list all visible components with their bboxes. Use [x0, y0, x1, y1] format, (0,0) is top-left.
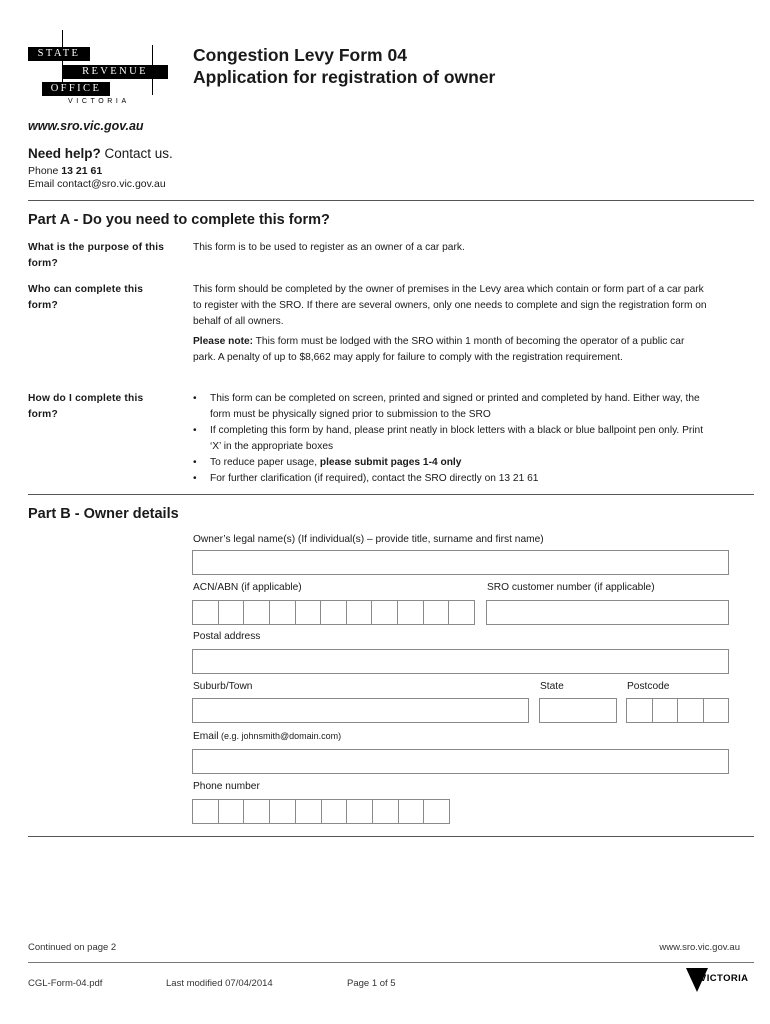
postal-address-input[interactable] — [192, 649, 729, 674]
help-email: Email contact@sro.vic.gov.au — [28, 178, 166, 190]
phone-cell[interactable] — [373, 800, 399, 823]
sro-logo — [28, 30, 178, 110]
logo-office: OFFICE — [42, 82, 110, 96]
help-heading — [28, 146, 173, 161]
phone-cell[interactable] — [296, 800, 322, 823]
victoria-logo-text: VICTORIA — [700, 973, 749, 984]
email-input[interactable] — [192, 749, 729, 774]
list-item — [193, 455, 713, 471]
acn-cell[interactable] — [372, 601, 398, 624]
phone-label: Phone — [28, 165, 62, 177]
footer-website[interactable]: www.sro.vic.gov.au — [659, 942, 740, 953]
help-contact: Contact us. — [100, 146, 173, 161]
divider — [28, 836, 754, 837]
acn-cell[interactable] — [296, 601, 322, 624]
suburb-label: Suburb/Town — [193, 681, 253, 692]
list-item: • For further clarification (if required), contact the SRO directly on 13 21 61 — [193, 471, 713, 487]
note-text — [193, 334, 708, 366]
phone-cell[interactable] — [347, 800, 373, 823]
suburb-input[interactable] — [192, 698, 529, 723]
q1-label: What is the purpose of this form? — [28, 242, 165, 269]
b3-pre: To reduce paper usage, — [210, 457, 320, 468]
logo-state: STATE — [28, 47, 90, 61]
postcode-cell[interactable] — [678, 699, 704, 722]
state-label: State — [540, 681, 564, 692]
phone-cell[interactable] — [219, 800, 245, 823]
instructions-list — [193, 391, 713, 487]
q3-label: How do I complete this form? — [28, 393, 144, 420]
legal-name-input[interactable] — [192, 550, 729, 575]
note-body: This form must be lodged with the SRO within 1 month of becoming the operator of a public car park. A penalty of up to $8,662 may apply for failure to comply with the registration requirement. — [193, 336, 685, 363]
q2-label: Who can complete this form? — [28, 284, 144, 311]
email-hint: (e.g. johnsmith@domain.com) — [218, 731, 342, 741]
sro-number-input[interactable] — [486, 600, 729, 625]
postcode-cell[interactable] — [627, 699, 653, 722]
victoria-logo — [686, 968, 748, 998]
form-title: Congestion Levy Form 04 — [193, 45, 407, 65]
list-item: • If completing this form by hand, please print neatly in block letters with a black or blue ballpoint pen only. Print ‘X’ in the appropriate boxes — [193, 423, 713, 455]
email-label-text: Email — [193, 731, 219, 742]
phone-cell[interactable] — [424, 800, 449, 823]
logo-revenue: REVENUE — [62, 65, 168, 79]
sro-number-label: SRO customer number (if applicable) — [487, 582, 655, 593]
postcode-cell[interactable] — [653, 699, 679, 722]
phone-number-input[interactable] — [192, 799, 450, 824]
state-input[interactable] — [539, 698, 617, 723]
legal-name-label: Owner’s legal name(s) (If individual(s) – provide title, surname and first name) — [193, 534, 544, 545]
acn-cell[interactable] — [424, 601, 450, 624]
phone-cell[interactable] — [322, 800, 348, 823]
q2-text: This form should be completed by the owner of premises in the Levy area which contain or form part of a car park to register with the SRO. If there are several owners, only one needs to complete and sign the registration form on behalf of all owners. — [193, 284, 707, 327]
last-modified: Last modified 07/04/2014 — [166, 978, 273, 989]
phone-cell[interactable] — [270, 800, 296, 823]
phone-cell[interactable] — [193, 800, 219, 823]
continued-note: Continued on page 2 — [28, 942, 117, 953]
logo-victoria: VICTORIA — [68, 98, 130, 105]
footer-divider — [28, 962, 754, 963]
postcode-cell[interactable] — [704, 699, 729, 722]
postcode-input[interactable] — [626, 698, 729, 723]
help-phone — [28, 165, 102, 177]
acn-cell[interactable] — [244, 601, 270, 624]
phone-value: 13 21 61 — [61, 165, 103, 177]
acn-cell[interactable] — [398, 601, 424, 624]
part-a-heading: Part A - Do you need to complete this form? — [28, 212, 330, 228]
phone-number-label: Phone number — [193, 781, 260, 792]
website-link[interactable]: www.sro.vic.gov.au — [28, 119, 144, 133]
page-number: Page 1 of 5 — [347, 978, 396, 989]
phone-cell[interactable] — [399, 800, 425, 823]
help-heading-bold: Need help? — [28, 146, 101, 161]
acn-cell[interactable] — [449, 601, 474, 624]
acn-input[interactable] — [192, 600, 475, 625]
acn-cell[interactable] — [219, 601, 245, 624]
postal-address-label: Postal address — [193, 631, 261, 642]
acn-label: ACN/ABN (if applicable) — [193, 582, 302, 593]
b3-bold: please submit pages 1-4 only — [319, 457, 462, 468]
divider — [28, 494, 754, 495]
divider — [28, 200, 754, 201]
acn-cell[interactable] — [193, 601, 219, 624]
file-name: CGL-Form-04.pdf — [28, 978, 103, 989]
list-item: • This form can be completed on screen, printed and signed or printed and completed by hand. Either way, the form must be physically signed prior to submission to the SRO — [193, 391, 713, 423]
acn-cell[interactable] — [347, 601, 373, 624]
phone-cell[interactable] — [244, 800, 270, 823]
postcode-label: Postcode — [627, 681, 670, 692]
acn-cell[interactable] — [270, 601, 296, 624]
email-label — [193, 731, 341, 742]
acn-cell[interactable] — [321, 601, 347, 624]
q1-text: This form is to be used to register as an owner of a car park. — [193, 242, 465, 253]
form-subtitle: Application for registration of owner — [193, 67, 496, 87]
part-b-heading: Part B - Owner details — [28, 506, 179, 522]
note-label: Please note: — [193, 336, 254, 347]
